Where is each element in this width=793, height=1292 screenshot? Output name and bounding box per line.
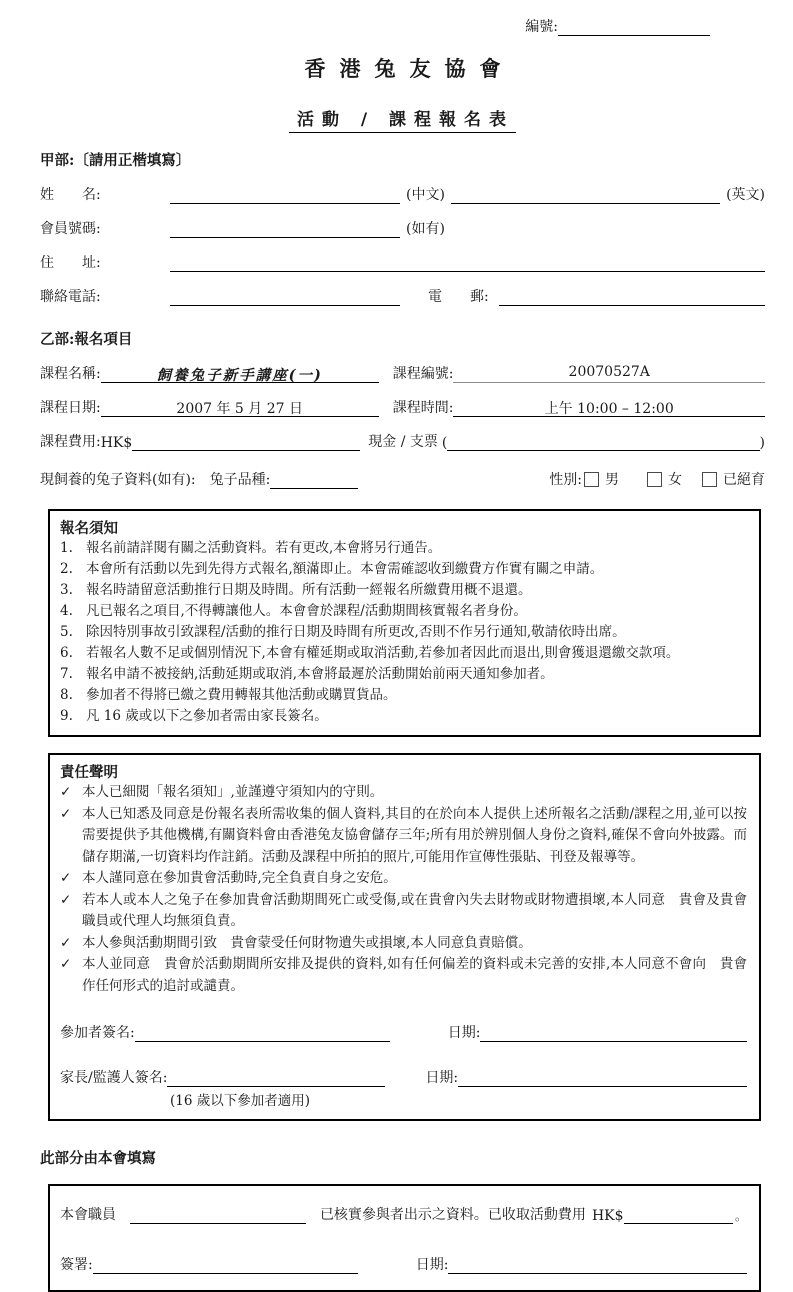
phone-email-row <box>40 281 765 306</box>
check-mark: ✓ <box>60 956 72 972</box>
staff-name-input-line[interactable] <box>130 1205 306 1224</box>
cheque-no-input-line[interactable] <box>447 432 759 451</box>
course-time-label: 課程時間: <box>392 400 454 416</box>
name-chinese-input-line[interactable] <box>170 185 400 204</box>
course-time-field[interactable] <box>453 398 765 417</box>
note-item: 2. 本會所有活動以先到先得方式報名,額滿即止。本會需確認收到繳費方作實有關之申請。 <box>60 561 604 577</box>
phone-label: 聯絡電話: <box>40 289 101 305</box>
part-b-heading: 乙部:報名項目 <box>40 331 133 348</box>
paren-close: ) <box>759 435 765 451</box>
declaration-item: ✓ 若本人或本人之兔子在參加貴會活動期間死亡或受傷,或在貴會內失去財物或財物遭損壞,本人同意 貴會及貴會職員或代理人均無須負責。 <box>60 890 747 933</box>
paren-open: ( <box>441 435 448 451</box>
email-label: 電 郵: <box>428 289 489 305</box>
course-name-value: 飼養兔子新手講座(一) <box>156 367 323 384</box>
currency-label: HK$ <box>591 1208 624 1224</box>
gender-group <box>549 469 765 489</box>
check-mark: ✓ <box>60 891 72 908</box>
participant-signature-row <box>60 1018 747 1042</box>
note-item: 5. 除因特別事故引致課程/活動的推行日期及時間有所更改,否則不作另行通知,敬請依時出席。 <box>60 624 626 640</box>
participant-sign-label: 參加者簽名: <box>60 1025 135 1041</box>
office-sign-label: 簽署: <box>60 1257 93 1273</box>
course-date-row <box>40 392 765 417</box>
phone-input-line[interactable] <box>170 287 400 306</box>
check-mark: ✓ <box>60 870 72 886</box>
payment-method-label: 現金 / 支票 <box>368 434 438 450</box>
name-row <box>40 179 765 204</box>
course-name-label: 課程名稱: <box>40 366 101 382</box>
date-label: 日期: <box>425 1070 459 1086</box>
note-item: 3. 報名時請留意活動推行日期及時間。所有活動一經報名所繳費用概不退還。 <box>60 582 532 598</box>
check-mark: ✓ <box>60 805 72 822</box>
english-label: (英文) <box>726 187 765 203</box>
code-label: 編號: <box>525 19 558 35</box>
gender-option-male: 男 <box>605 472 619 488</box>
period-mark: 。 <box>734 1209 747 1223</box>
note-item: 4. 凡已報名之項目,不得轉讓他人。本會會於課程/活動期間核實報名者身份。 <box>60 603 527 619</box>
office-staff-row <box>60 1200 747 1224</box>
code-input-line[interactable] <box>558 17 710 36</box>
org-title: 香港兔友協會 <box>304 56 515 81</box>
course-code-field[interactable] <box>453 364 765 383</box>
office-use-heading: 此部分由本會填寫 <box>40 1150 156 1167</box>
declaration-item: ✓ 本人已知悉及同意是份報名表所需收集的個人資料,其目的在於向本人提供上述所報名之活動/課程之用,並可以按需要提供予其他機構,有關資料會由香港兔友協會儲存三年;所有用於辨別個人身份之資料,確保不會向外披露。而儲存期滿,一切資料均作註銷。活動及課程中所拍的照片,可能用作宣傳性張貼、刊登及報導等。 <box>60 804 747 869</box>
part-a-heading: 甲部:〔請用正楷填寫〕 <box>40 152 191 169</box>
guardian-signature-line[interactable] <box>167 1068 385 1087</box>
verified-text: 已核實參與者出示之資料。已收取活動費用 <box>319 1207 586 1223</box>
note-item: 9. 凡 16 歲或以下之參加者需由家長簽名。 <box>60 708 328 724</box>
note-item: 1. 報名前請詳閱有關之活動資料。若有更改,本會將另行通告。 <box>60 540 442 556</box>
notes-heading: 報名須知 <box>60 520 118 537</box>
course-fee-input-line[interactable] <box>132 432 360 451</box>
date-label: 日期: <box>415 1257 449 1273</box>
course-date-field[interactable] <box>101 398 379 417</box>
email-input-line[interactable] <box>499 287 765 306</box>
form-title: 活動 / 課程報名表 <box>289 105 516 133</box>
form-code-row <box>40 16 765 36</box>
note-item: 6. 若報名人數不足或個別情況下,本會有權延期或取消活動,若參加者因此而退出,則會獲退還繳交款項。 <box>60 645 680 661</box>
declaration-item: ✓ 本人參與活動期間引致 貴會蒙受任何財物遺失或損壞,本人同意負責賠償。 <box>60 933 747 955</box>
check-mark: ✓ <box>60 784 72 800</box>
name-label: 姓 名: <box>40 187 101 203</box>
declaration-item: ✓ 本人並同意 貴會於活動期間所安排及提供的資料,如有任何偏差的資料或未完善的安排,本人同意不會向 貴會作任何形式的追討或譴責。 <box>60 954 747 997</box>
course-fee-row <box>40 426 765 451</box>
course-name-row <box>40 358 765 383</box>
member-no-row <box>40 213 765 238</box>
rabbit-info-row <box>40 464 765 489</box>
checkbox-male[interactable] <box>584 472 599 487</box>
chinese-label: (中文) <box>406 187 445 203</box>
guardian-note: (16 歲以下參加者適用) <box>170 1093 311 1109</box>
office-use-box <box>48 1184 761 1292</box>
guardian-date-line[interactable] <box>458 1068 747 1087</box>
course-code-label: 課程編號: <box>392 366 454 382</box>
participant-signature-line[interactable] <box>135 1023 390 1042</box>
rabbit-breed-label: 兔子品種: <box>209 472 271 488</box>
staff-label: 本會職員 <box>60 1207 116 1223</box>
checkbox-female[interactable] <box>647 472 662 487</box>
office-date-line[interactable] <box>448 1255 747 1274</box>
member-no-input-line[interactable] <box>170 219 400 238</box>
course-fee-label: 課程費用: <box>40 434 101 450</box>
gender-option-female: 女 <box>668 472 682 488</box>
if-any-label: (如有) <box>406 221 445 237</box>
name-english-input-line[interactable] <box>451 185 720 204</box>
gender-label: 性別: <box>549 472 582 488</box>
office-signature-row <box>60 1250 747 1274</box>
course-name-field[interactable] <box>101 364 379 383</box>
member-no-label: 會員號碼: <box>40 221 101 237</box>
rabbit-breed-input-line[interactable] <box>270 470 358 489</box>
declaration-item: ✓ 本人謹同意在參加貴會活動時,完全負責自身之安危。 <box>60 868 747 890</box>
address-row <box>40 247 765 272</box>
declaration-item: ✓ 本人已細閱「報名須知」,並謹遵守須知内的守則。 <box>60 782 747 804</box>
rabbit-info-label: 現飼養的兔子資料(如有): <box>40 472 196 488</box>
declaration-heading: 責任聲明 <box>60 764 118 781</box>
guardian-signature-row <box>60 1063 747 1087</box>
gender-option-neutered: 已絕育 <box>723 472 765 488</box>
course-date-value: 2007 年 5 月 27 日 <box>176 401 304 417</box>
liability-declaration-box <box>48 753 761 1121</box>
note-item: 7. 報名申請不被接納,活動延期或取消,本會將最遲於活動開始前兩天通知參加者。 <box>60 666 554 682</box>
checkbox-neutered[interactable] <box>702 472 717 487</box>
address-label: 住 址: <box>40 255 101 271</box>
address-input-line[interactable] <box>170 253 765 272</box>
guardian-sign-label: 家長/監護人簽名: <box>60 1070 168 1086</box>
course-code-value: 20070527A <box>568 364 650 380</box>
course-date-label: 課程日期: <box>40 400 101 416</box>
note-item: 8. 參加者不得將已繳之費用轉報其他活動或購買貨品。 <box>60 687 397 703</box>
currency-label: HK$ <box>100 435 133 451</box>
participant-date-line[interactable] <box>480 1023 747 1042</box>
office-signature-line[interactable] <box>93 1255 358 1274</box>
date-label: 日期: <box>447 1025 481 1041</box>
check-mark: ✓ <box>60 934 72 951</box>
course-time-value: 上午 10:00 – 12:00 <box>544 401 674 417</box>
registration-notes-box <box>48 509 761 737</box>
collected-fee-input-line[interactable] <box>624 1205 733 1224</box>
